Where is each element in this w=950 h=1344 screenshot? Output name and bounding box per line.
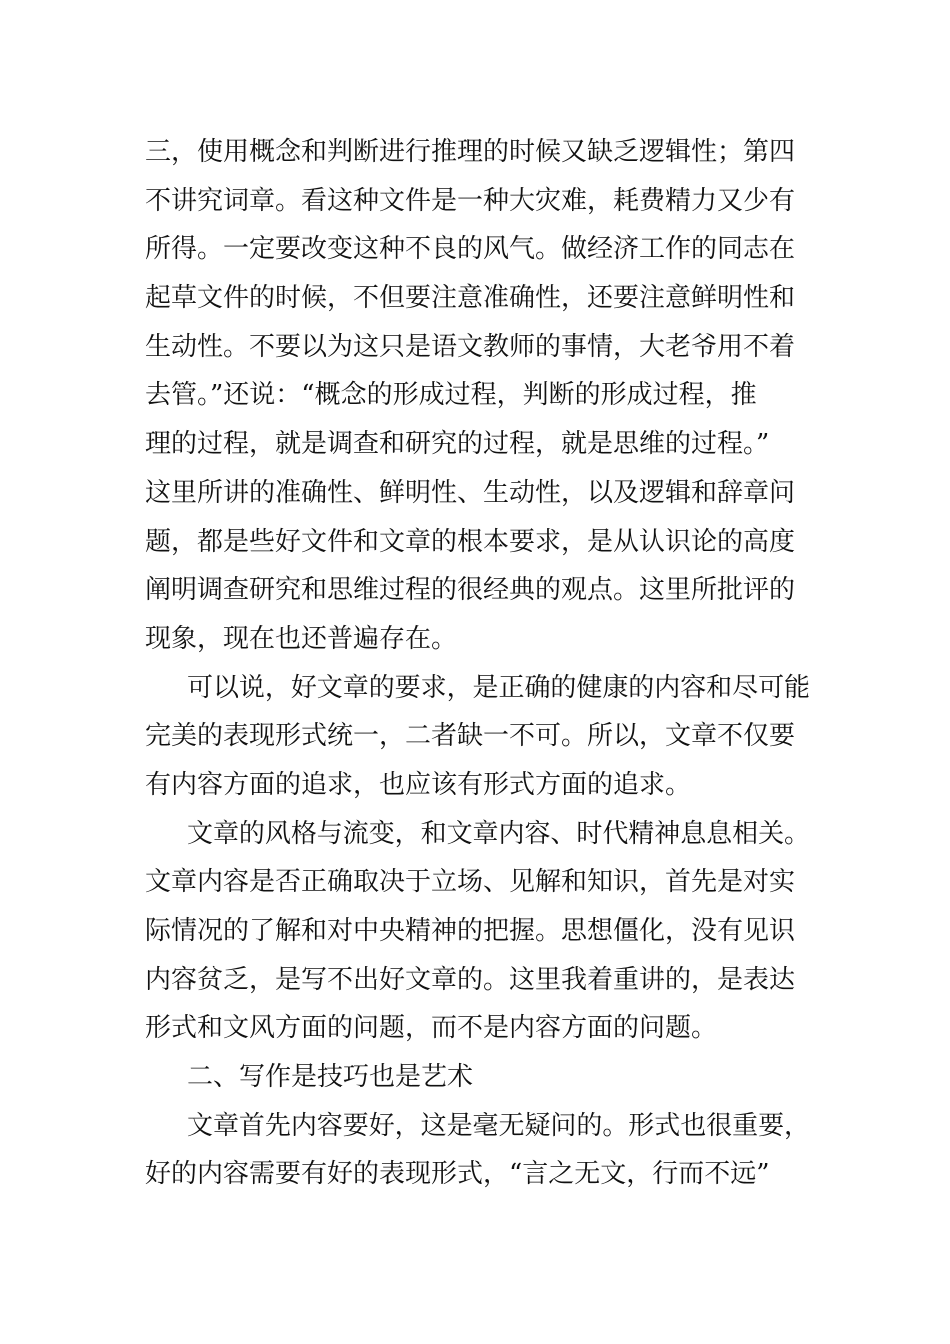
text-line: 三，使用概念和判断进行推理的时候又缺乏逻辑性；第四 — [145, 137, 796, 167]
paragraph-start-line: 可以说，好文章的要求，是正确的健康的内容和尽可能 — [187, 672, 811, 703]
text-line: 好的内容需要有好的表现形式，“言之无文，行而不远” — [145, 1159, 770, 1190]
text-line: 形式和文风方面的问题，而不是内容方面的问题。 — [145, 1013, 718, 1044]
text-line: 有内容方面的追求，也应该有形式方面的追求。 — [145, 769, 692, 800]
text-line: 际情况的了解和对中央精神的把握。思想僵化，没有见识 — [145, 916, 796, 946]
text-line: 题，都是些好文件和文章的根本要求，是从认识论的高度 — [145, 526, 796, 557]
text-line: 理的过程，就是调查和研究的过程，就是思维的过程。” — [145, 429, 770, 460]
text-line: 完美的表现形式统一，二者缺一不可。所以，文章不仅要 — [145, 721, 796, 752]
text-line: 阐明调查研究和思维过程的很经典的观点。这里所批评的 — [145, 575, 796, 606]
text-line: 现象，现在也还普遍存在。 — [145, 623, 458, 654]
text-line: 这里所讲的准确性、鲜明性、生动性，以及逻辑和辞章问 — [145, 477, 796, 508]
text-line: 不讲究词章。看这种文件是一种大灾难，耗费精力又少有 — [145, 185, 796, 216]
paragraph-start-line: 二、写作是技巧也是艺术 — [187, 1062, 474, 1093]
body-text — [145, 128, 810, 1199]
text-line: 起草文件的时候，不但要注意准确性，还要注意鲜明性和 — [145, 283, 796, 314]
paragraph-start-line: 文章首先内容要好，这是毫无疑问的。形式也很重要， — [187, 1110, 811, 1141]
paragraph-start-line: 文章的风格与流变，和文章内容、时代精神息息相关。 — [187, 818, 811, 849]
text-line: 所得。一定要改变这种不良的风气。做经济工作的同志在 — [145, 234, 796, 265]
text-line: 内容贫乏，是写不出好文章的。这里我着重讲的，是表达 — [145, 964, 796, 995]
text-line: 去管。”还说：“概念的形成过程，判断的形成过程，推 — [145, 380, 757, 411]
text-line: 文章内容是否正确取决于立场、见解和知识，首先是对实 — [145, 867, 796, 898]
text-line: 生动性。不要以为这只是语文教师的事情，大老爷用不着 — [145, 331, 796, 362]
